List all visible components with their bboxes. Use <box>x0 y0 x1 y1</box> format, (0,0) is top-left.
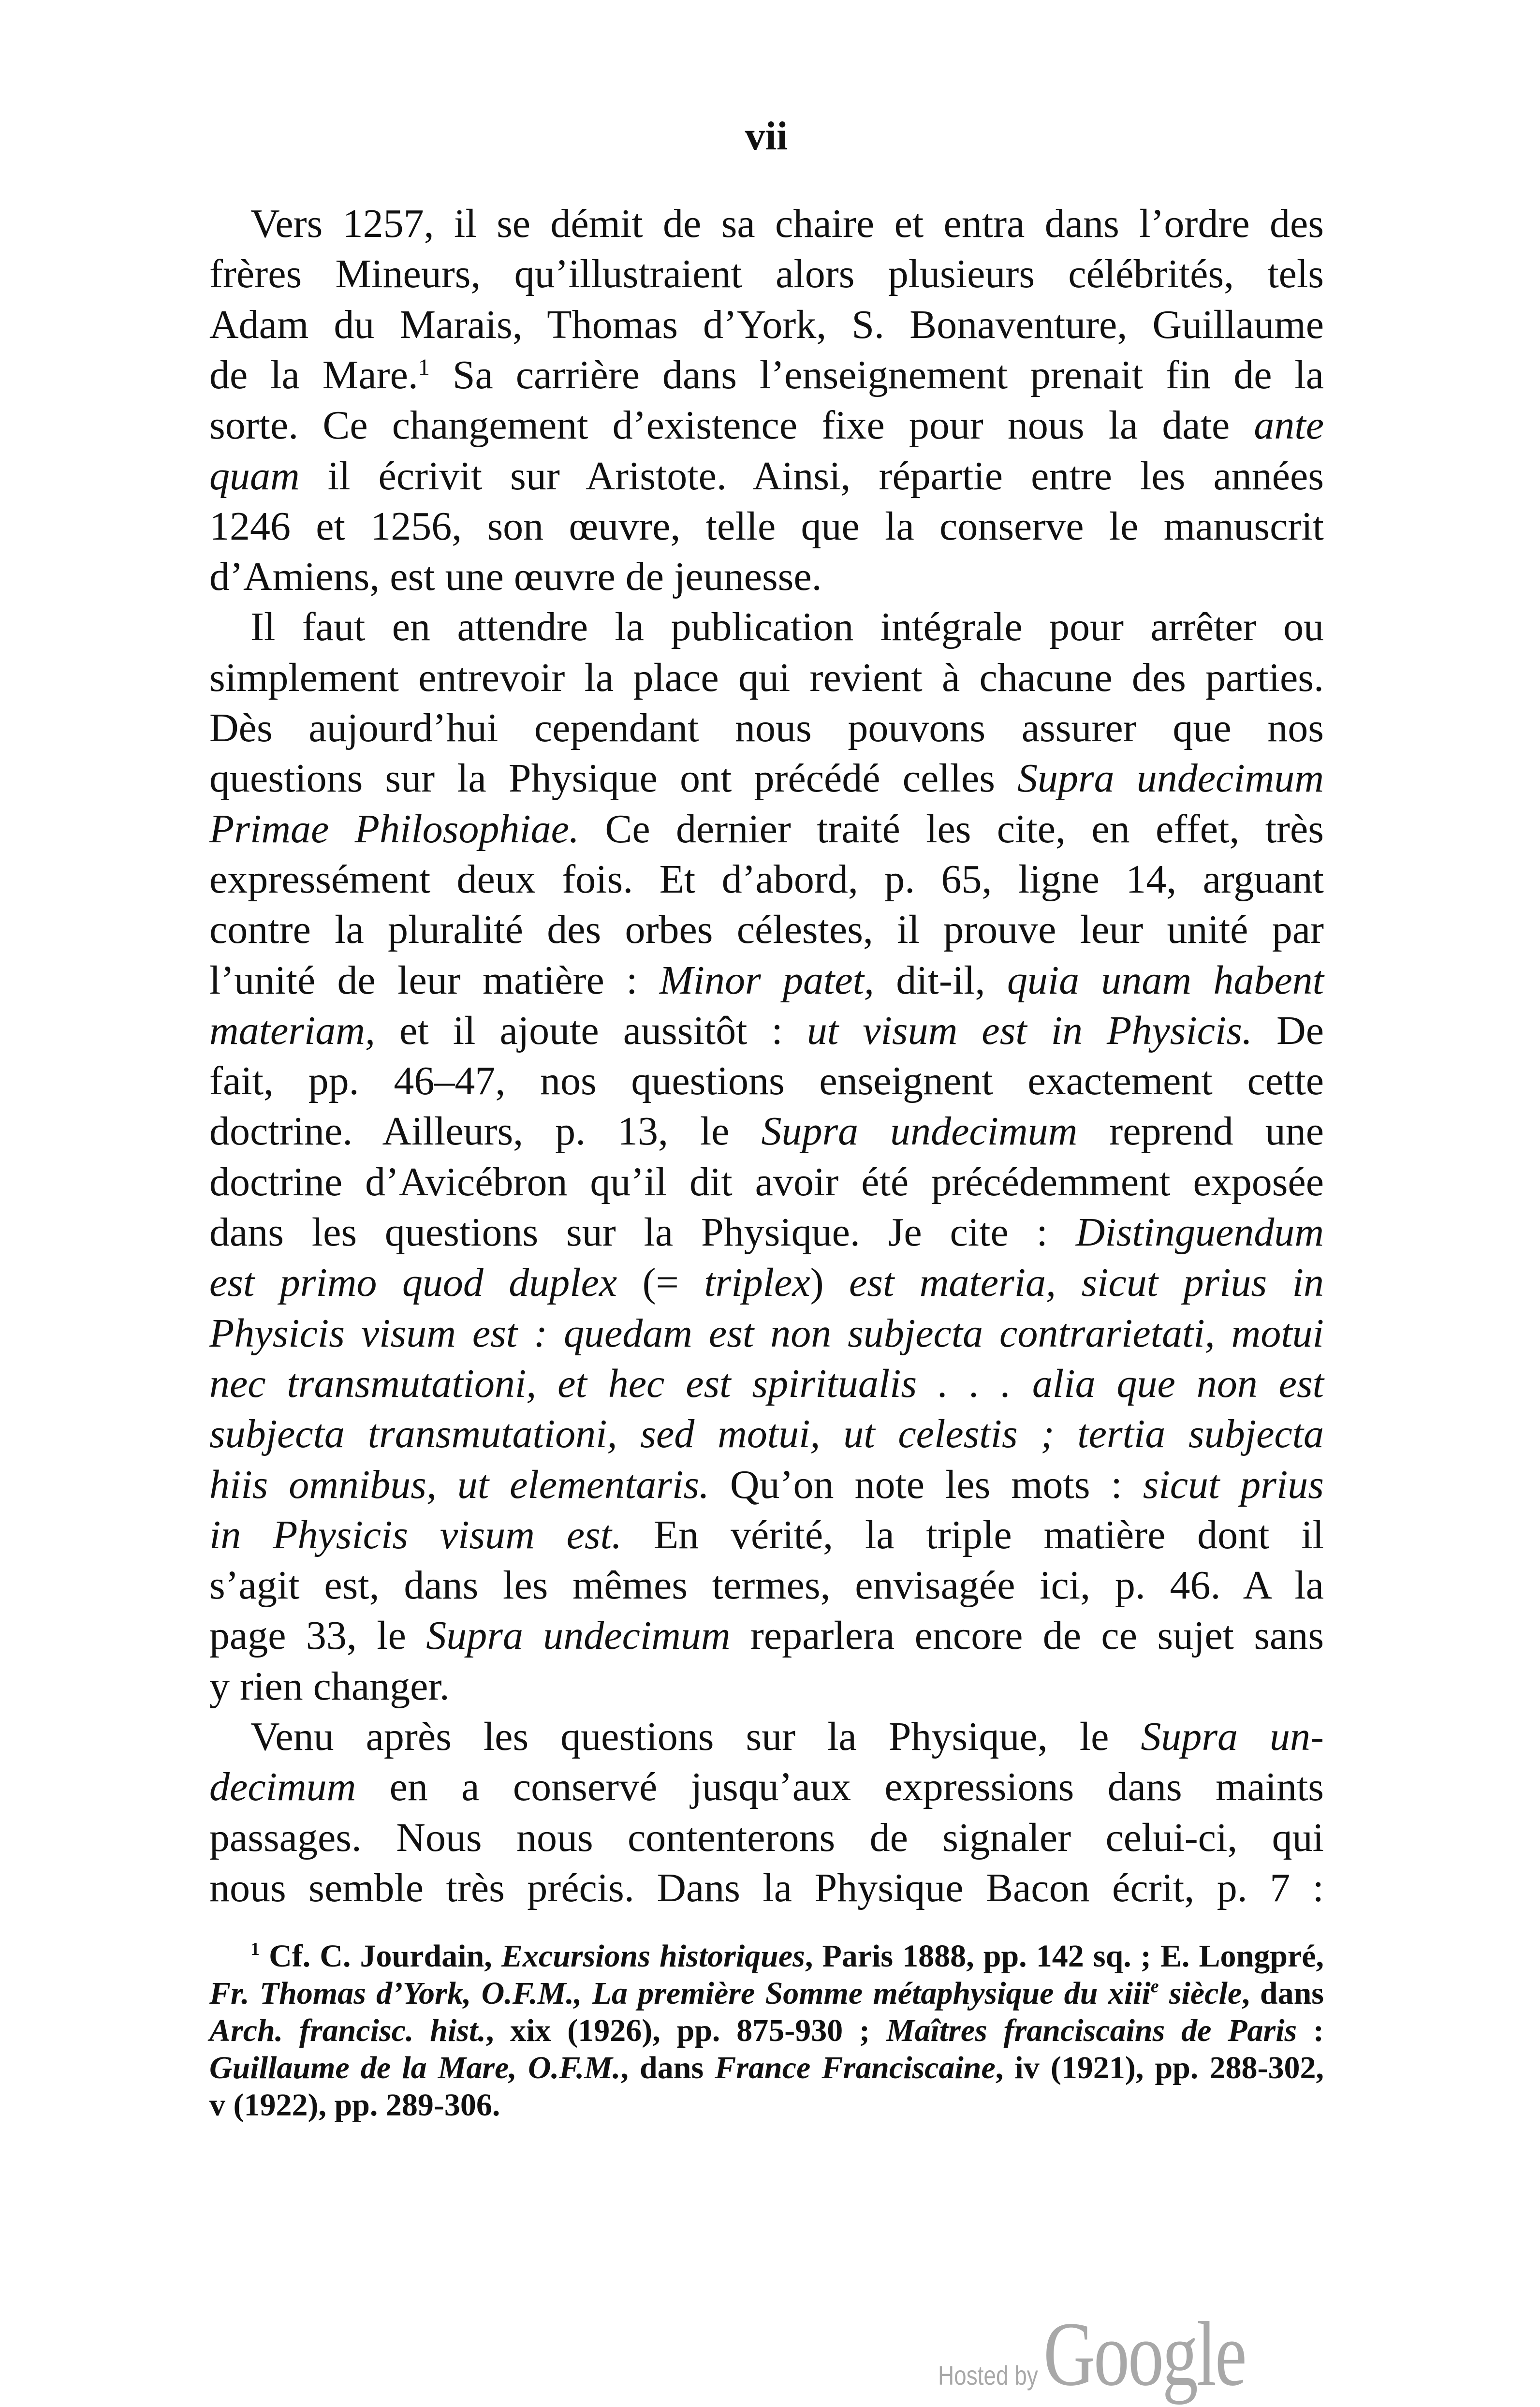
text-segment: y rien changer. <box>209 1663 450 1709</box>
body-line <box>209 1611 1324 1661</box>
body-line <box>209 199 1324 249</box>
italic-text: Excursions historiques <box>501 1938 805 1974</box>
text-segment: d’Amiens, est une œuvre de jeunesse. <box>209 554 822 600</box>
body-line <box>209 249 1324 299</box>
text-segment: passages. Nous nous contenterons de signaler celui-ci, qui <box>209 1815 1324 1860</box>
text-segment: reparlera encore de ce sujet sans <box>730 1613 1324 1658</box>
text-segment: Dès aujourd’hui cependant nous pouvons assurer que nos <box>209 705 1324 750</box>
google-logo-icon: Google <box>1043 2304 1246 2405</box>
body-line <box>209 1157 1324 1207</box>
body-line <box>209 350 1324 400</box>
text-segment: v (1922), pp. 289-306. <box>209 2087 500 2123</box>
body-line <box>209 1863 1324 1913</box>
italic-text: in Physicis visum est. <box>209 1512 622 1557</box>
italic-text: siècle <box>1159 1976 1242 2011</box>
text-segment: il écrivit sur Aristote. Ainsi, répartie entre les années <box>299 453 1324 499</box>
text-segment: s’agit est, dans les mêmes termes, envisagée ici, p. 46. A la <box>209 1563 1324 1608</box>
body-line <box>209 955 1324 1006</box>
watermark-hosted-by-label: Hosted by <box>938 2360 1038 2391</box>
text-segment: ) <box>810 1260 850 1306</box>
italic-text: quia unam habent <box>1007 957 1324 1003</box>
body-line <box>209 1560 1324 1611</box>
text-segment: doctrine. Ailleurs, p. 13, le <box>209 1109 762 1154</box>
hosted-by-google-watermark <box>938 2302 1276 2405</box>
body-line <box>209 602 1324 652</box>
text-segment: Cf. C. Jourdain, <box>260 1938 501 1974</box>
italic-text: decimum <box>209 1764 356 1810</box>
body-line <box>209 300 1324 350</box>
body-line <box>209 854 1324 905</box>
text-segment: fait, pp. 46–47, nos questions enseignent exactement cette <box>209 1058 1324 1104</box>
text-segment: dans les questions sur la Physique. Je cite : <box>209 1210 1076 1255</box>
text-segment: En vérité, la triple matière dont il <box>622 1512 1324 1557</box>
text-segment: Vers 1257, il se démit de sa chaire et entra dans l’ordre des <box>250 201 1324 246</box>
footnote-marker: 1 <box>250 1939 260 1959</box>
italic-text: materiam, <box>209 1008 375 1053</box>
page-number: vii <box>745 114 788 159</box>
body-line <box>209 753 1324 804</box>
body-line <box>209 1359 1324 1409</box>
text-segment: , dans <box>620 2050 715 2085</box>
italic-text: Supra undecimum <box>1017 756 1324 801</box>
text-segment: de la Mare. <box>209 352 418 397</box>
text-segment: reprend une <box>1077 1109 1324 1154</box>
text-segment: Venu après les questions sur la Physique, le <box>250 1714 1141 1759</box>
italic-text: Physicis visum est : quedam est non subjecta contrarietati, motui <box>209 1310 1324 1356</box>
body-line <box>209 703 1324 753</box>
text-segment: , xix (1926), pp. 875-930 ; <box>485 2013 886 2048</box>
body-line <box>209 501 1324 552</box>
text-segment: frères Mineurs, qu’illustraient alors plusieurs célébrités, tels <box>209 251 1324 297</box>
italic-text: ut visum est in Physicis. <box>807 1008 1252 1053</box>
body-line <box>209 1813 1324 1863</box>
body-line <box>209 1258 1324 1308</box>
text-segment: questions sur la Physique ont précédé celles <box>209 756 1017 801</box>
text-segment: , iv (1921), pp. 288-302, <box>995 2050 1324 2085</box>
italic-text: Supra un- <box>1141 1714 1324 1759</box>
text-segment: , dans <box>1242 1976 1324 2011</box>
text-segment: expressément deux fois. Et d’abord, p. 65, ligne 14, arguant <box>209 856 1324 902</box>
text-segment: Il faut en attendre la publication intégrale pour arrêter ou <box>250 604 1324 650</box>
body-line <box>209 1712 1324 1762</box>
footnote-line <box>209 2012 1324 2049</box>
text-segment: Adam du Marais, Thomas d’York, S. Bonaventure, Guillaume <box>209 302 1324 347</box>
italic-text: nec transmutationi, et hec est spiritualis . . . alia que non est <box>209 1361 1324 1406</box>
italic-text: hiis omnibus, ut elementaris. <box>209 1462 710 1507</box>
body-line <box>209 804 1324 854</box>
text-segment: Sa carrière dans l’enseignement prenait fin de la <box>429 352 1324 397</box>
body-line <box>209 1409 1324 1459</box>
body-line <box>209 653 1324 703</box>
body-line <box>209 1308 1324 1359</box>
text-segment: doctrine d’Avicébron qu’il dit avoir été précédemment exposée <box>209 1159 1324 1204</box>
text-segment: : <box>1297 2013 1324 2048</box>
italic-text: Minor patet, <box>659 957 874 1003</box>
text-segment: contre la pluralité des orbes célestes, il prouve leur unité par <box>209 907 1324 953</box>
body-line <box>209 1006 1324 1056</box>
italic-text: est materia, sicut prius in <box>849 1260 1324 1306</box>
footnote-line <box>209 1975 1324 2012</box>
text-segment: nous semble très précis. Dans la Physique Bacon écrit, p. 7 : <box>209 1865 1324 1910</box>
text-segment: Qu’on note les mots : <box>709 1462 1143 1507</box>
italic-text: est primo quod duplex <box>209 1260 617 1306</box>
text-segment: simplement entrevoir la place qui revient à chacune des parties. <box>209 655 1324 700</box>
italic-text: Fr. Thomas d’York, O.F.M., La première Somme métaphysique du xiii <box>209 1976 1151 2011</box>
italic-text: triplex <box>704 1260 810 1306</box>
text-segment: page 33, le <box>209 1613 426 1658</box>
body-line <box>209 1762 1324 1812</box>
text-segment: , Paris 1888, pp. 142 sq. ; E. Longpré, <box>805 1938 1324 1974</box>
text-segment: De <box>1252 1008 1324 1053</box>
italic-text: Distinguendum <box>1075 1210 1324 1255</box>
body-line <box>209 451 1324 501</box>
body-line <box>209 1106 1324 1157</box>
text-segment: et il ajoute aussitôt : <box>375 1008 807 1053</box>
body-line <box>209 905 1324 955</box>
body-line <box>209 1460 1324 1510</box>
body-line <box>209 1661 1324 1712</box>
italic-text: Supra undecimum <box>761 1109 1078 1154</box>
body-line <box>209 1207 1324 1258</box>
text-segment: en a conservé jusqu’aux expressions dans maints <box>356 1764 1324 1810</box>
text-segment: 1246 et 1256, son œuvre, telle que la conserve le manuscrit <box>209 503 1324 549</box>
body-line <box>209 1056 1324 1106</box>
text-segment: l’unité de leur matière : <box>209 957 660 1003</box>
italic-text: Arch. francisc. hist. <box>209 2013 486 2048</box>
italic-text: sicut prius <box>1143 1462 1324 1507</box>
text-segment: dit-il, <box>874 957 1007 1003</box>
body-line <box>209 552 1324 602</box>
superscript: e <box>1150 1976 1159 1996</box>
text-segment: Ce dernier traité les cite, en effet, très <box>579 806 1324 851</box>
italic-text: Supra undecimum <box>426 1613 731 1658</box>
italic-text: Primae Philosophiae. <box>209 806 579 851</box>
italic-text: subjecta transmutationi, sed motui, ut celestis ; tertia subjecta <box>209 1411 1324 1457</box>
text-segment: sorte. Ce changement d’existence fixe pour nous la date <box>209 403 1254 448</box>
body-line <box>209 400 1324 451</box>
body-line <box>209 1510 1324 1560</box>
footnote-marker: 1 <box>418 354 430 380</box>
italic-text: Guillaume de la Mare, O.F.M. <box>209 2050 621 2085</box>
italic-text: ante <box>1254 403 1324 448</box>
footnote-line <box>209 1937 1324 1975</box>
footnote-line <box>209 2086 1324 2124</box>
italic-text: quam <box>209 453 300 499</box>
italic-text: Maîtres franciscains de Paris <box>886 2013 1297 2048</box>
italic-text: France Franciscaine <box>715 2050 996 2085</box>
text-segment: (= <box>617 1260 704 1306</box>
footnote-line <box>209 2049 1324 2086</box>
